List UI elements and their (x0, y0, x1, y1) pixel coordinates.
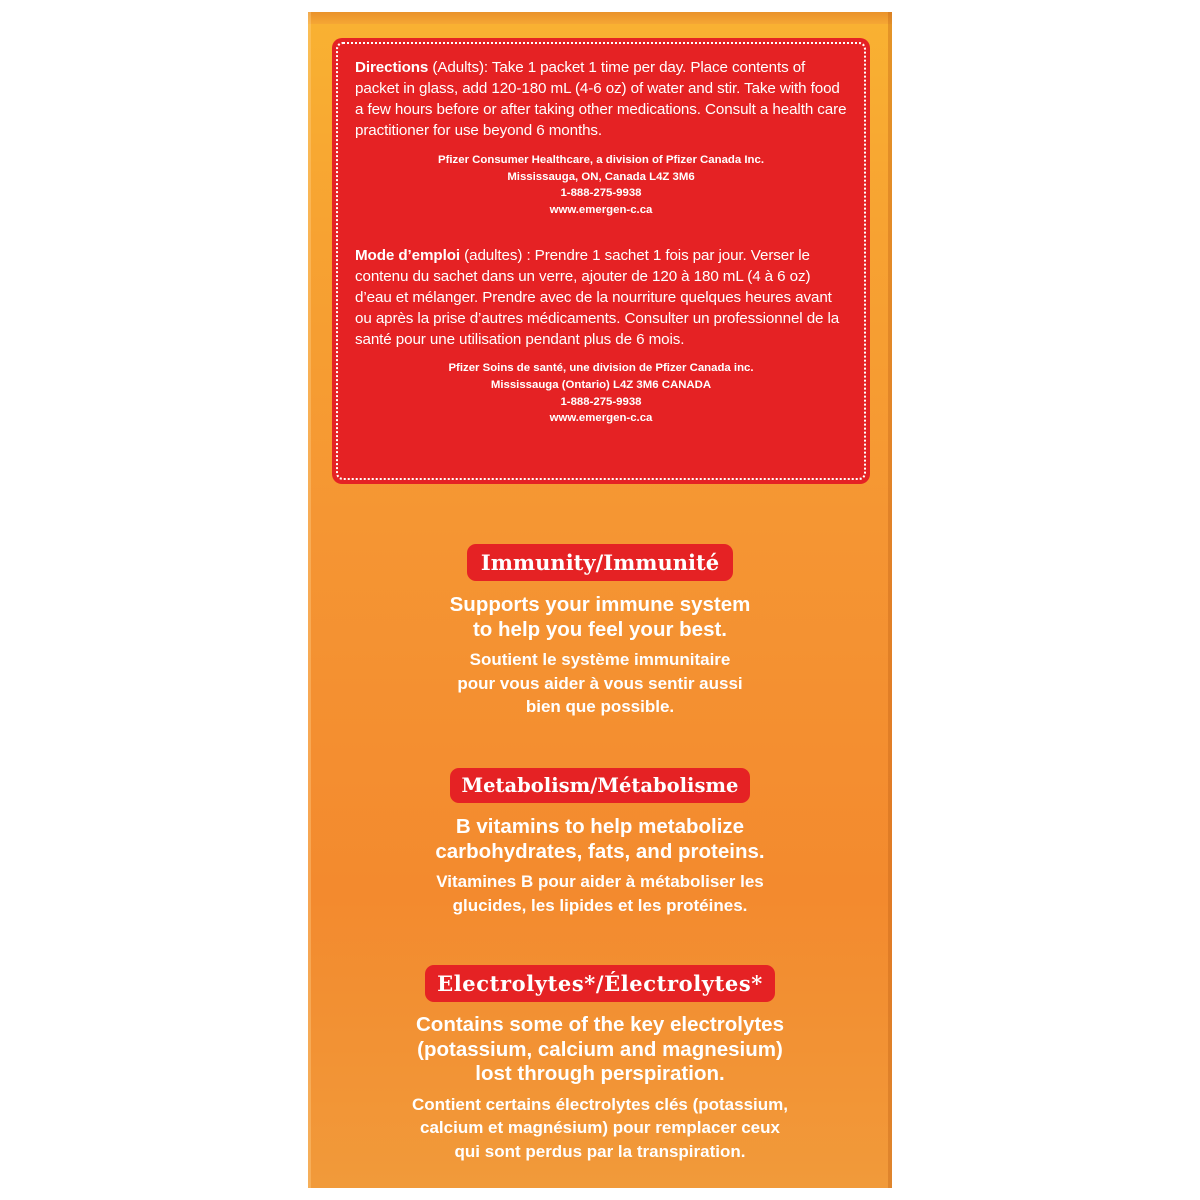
electrolytes-english-text (308, 1013, 892, 1087)
electrolytes-title-badge: Electrolytes*/Électrolytes* (425, 965, 775, 1002)
address-french-website: www.emergen-c.ca (549, 412, 653, 425)
electrolytes-french-line: qui sont perdus par la transpiration. (454, 1141, 746, 1161)
manufacturer-address-french (355, 360, 847, 426)
immunity-french-line: pour vous aider à vous sentir aussi (457, 673, 743, 693)
electrolytes-english-line: Contains some of the key electrolytes (416, 1013, 784, 1036)
address-english-website: www.emergen-c.ca (549, 203, 653, 216)
immunity-section (308, 544, 892, 719)
directions-english-heading: Directions (355, 59, 429, 76)
immunity-french-line: bien que possible. (525, 697, 675, 716)
electrolytes-french-text (308, 1093, 892, 1164)
address-french-company: Pfizer Soins de santé, une division de Pfizer Canada inc. (448, 362, 754, 375)
metabolism-english-text (308, 815, 892, 864)
box-top-flap (308, 12, 892, 24)
directions-french-heading: Mode d’emploi (355, 247, 461, 265)
electrolytes-section (308, 965, 892, 1163)
immunity-english-line: Supports your immune system (449, 593, 751, 616)
electrolytes-english-line: lost through perspiration. (475, 1062, 725, 1085)
directions-panel (332, 38, 870, 484)
metabolism-section (308, 768, 892, 917)
immunity-title-badge: Immunity/Immunité (467, 544, 733, 581)
address-english-city: Mississauga, ON, Canada L4Z 3M6 (507, 170, 695, 183)
directions-english-text: (Adults): Take 1 packet 1 time per day. Place contents of packet in glass, add 120-180 mL (4-6 oz) of water and stir. Take with food a few hours before or after taking other medications. Consult a health care practitioner for use beyond 6 months. (355, 59, 847, 139)
metabolism-french-text (308, 870, 892, 917)
electrolytes-french-line: Contient certains électrolytes clés (potassium, (411, 1094, 788, 1114)
metabolism-english-line: B vitamins to help metabolize (455, 815, 745, 838)
directions-panel-dotted-border (336, 42, 866, 480)
address-english-phone: 1-888-275-9938 (560, 187, 642, 200)
electrolytes-english-line: (potassium, calcium and magnesium) (417, 1037, 783, 1061)
product-box-side-panel (308, 12, 892, 1188)
immunity-french-line: Soutient le système immunitaire (469, 650, 731, 669)
directions-english (355, 57, 847, 141)
metabolism-title-badge: Metabolism/Métabolisme (450, 768, 751, 803)
immunity-english-text (308, 593, 892, 642)
electrolytes-french-line: calcium et magnésium) pour remplacer ceux (420, 1118, 780, 1137)
address-english-company: Pfizer Consumer Healthcare, a division of Pfizer Canada Inc. (438, 154, 764, 166)
directions-french-text: (adultes) : Prendre 1 sachet 1 fois par jour. Verser le contenu du sachet dans un verre, ajouter de 120 à 180 mL (4 à 6 oz) d’eau et mélanger. Prendre avec de la nourriture quelques heures avant ou après la prise d’autres médicaments. Consulter un professionnel de la santé pour une utilisation pendant plus de 6 mois. (355, 247, 840, 349)
address-french-phone: 1-888-275-9938 (560, 395, 642, 408)
immunity-english-line: to help you feel your best. (472, 617, 727, 641)
immunity-french-text (308, 648, 892, 719)
metabolism-french-line: Vitamines B pour aider à métaboliser les (436, 872, 764, 891)
address-french-city: Mississauga (Ontario) L4Z 3M6 CANADA (490, 378, 712, 391)
metabolism-english-line: carbohydrates, fats, and proteins. (435, 839, 765, 863)
metabolism-french-line: glucides, les lipides et les protéines. (452, 895, 748, 915)
manufacturer-address-english (355, 152, 847, 218)
directions-french (355, 245, 847, 350)
